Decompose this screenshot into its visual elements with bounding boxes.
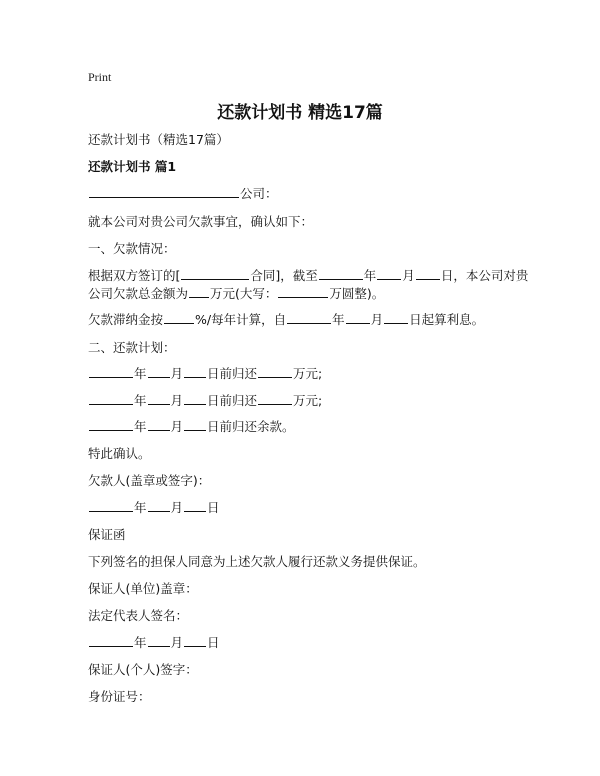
debtor-sign-label: 欠款人(盖章或签字)： bbox=[88, 473, 211, 488]
contract-line bbox=[88, 267, 528, 285]
amount-text-3: 万圆整)。 bbox=[329, 286, 385, 301]
day-blank bbox=[184, 418, 206, 431]
year-label: 年 bbox=[363, 268, 377, 283]
month-label: 月 bbox=[370, 312, 384, 327]
company-suffix: 公司： bbox=[240, 186, 278, 201]
year-label: 年 bbox=[134, 366, 147, 381]
print-label: Print bbox=[88, 70, 112, 84]
plan-text: 日前归还余款。 bbox=[207, 419, 295, 434]
year-label: 年 bbox=[134, 419, 147, 434]
amount-text-1: 公司欠款总金额为 bbox=[88, 286, 189, 301]
guarantor-date-row bbox=[88, 634, 528, 652]
intro-text: 就本公司对贵公司欠款事宜，确认如下： bbox=[88, 214, 314, 229]
year-blank bbox=[319, 267, 363, 280]
rate-blank bbox=[164, 311, 194, 324]
day-label: 日 bbox=[207, 635, 220, 650]
section-title: 还款计划书 篇1 bbox=[88, 159, 177, 174]
interest-line bbox=[88, 311, 528, 329]
year-label: 年 bbox=[134, 500, 147, 515]
day-blank bbox=[184, 499, 206, 512]
year-blank bbox=[89, 418, 133, 431]
interest-text-3: 日起算利息。 bbox=[409, 312, 485, 327]
guarantor-person-label: 保证人(个人)签字： bbox=[88, 662, 198, 677]
month-blank bbox=[148, 634, 170, 647]
debt-heading: 一、欠款情况： bbox=[88, 241, 176, 256]
year-blank bbox=[89, 392, 133, 405]
year-label: 年 bbox=[134, 393, 147, 408]
guarantee-title: 保证函 bbox=[88, 527, 126, 542]
amount-blank bbox=[258, 365, 292, 378]
plan-text: 日前归还 bbox=[207, 393, 258, 408]
plan-row bbox=[88, 365, 528, 383]
day-blank bbox=[184, 392, 206, 405]
month-label: 月 bbox=[170, 419, 184, 434]
year-blank bbox=[89, 499, 133, 512]
year-label: 年 bbox=[134, 635, 147, 650]
day-blank bbox=[384, 311, 408, 324]
interest-text-2: %/每年计算，自 bbox=[195, 312, 287, 327]
id-number-label: 身份证号： bbox=[88, 689, 151, 704]
legal-rep-label: 法定代表人签名： bbox=[88, 608, 189, 623]
guarantor-unit-label: 保证人(单位)盖章： bbox=[88, 581, 198, 596]
plan-unit: 万元; bbox=[293, 366, 323, 381]
company-line bbox=[88, 185, 528, 203]
amount-capital-blank bbox=[278, 285, 328, 298]
day-blank bbox=[184, 365, 206, 378]
month-blank bbox=[148, 418, 170, 431]
document-title: 还款计划书 精选17篇 bbox=[217, 103, 383, 123]
amount-blank bbox=[189, 285, 209, 298]
interest-text-1: 欠款滞纳金按 bbox=[88, 312, 164, 327]
year-blank bbox=[89, 634, 133, 647]
month-label: 月 bbox=[170, 500, 184, 515]
contract-text-2: 合同]，截至 bbox=[250, 268, 318, 283]
debtor-date-row bbox=[88, 499, 528, 517]
year-blank bbox=[89, 365, 133, 378]
month-label: 月 bbox=[402, 268, 415, 283]
plan-row bbox=[88, 418, 528, 436]
day-blank bbox=[416, 267, 440, 280]
plan-heading: 二、还款计划： bbox=[88, 340, 176, 355]
amount-blank bbox=[258, 392, 292, 405]
month-label: 月 bbox=[170, 393, 184, 408]
guarantee-text: 下列签名的担保人同意为上述欠款人履行还款义务提供保证。 bbox=[88, 554, 426, 569]
plan-row bbox=[88, 392, 528, 410]
amount-text-2: 万元(大写： bbox=[210, 286, 278, 301]
month-label: 月 bbox=[170, 635, 184, 650]
year-label: 年 bbox=[332, 312, 345, 327]
company-name-blank bbox=[89, 185, 239, 198]
contract-text-1: 根据双方签订的[ bbox=[88, 268, 181, 283]
document-subtitle: 还款计划书（精选17篇） bbox=[88, 132, 229, 147]
month-blank bbox=[377, 267, 401, 280]
month-label: 月 bbox=[170, 366, 184, 381]
month-blank bbox=[148, 365, 170, 378]
confirm-text: 特此确认。 bbox=[88, 446, 151, 461]
month-blank bbox=[148, 392, 170, 405]
contract-blank bbox=[181, 267, 249, 280]
amount-line bbox=[88, 285, 528, 303]
plan-text: 日前归还 bbox=[207, 366, 258, 381]
plan-unit: 万元; bbox=[293, 393, 323, 408]
contract-text-3: 日，本公司对贵 bbox=[440, 268, 529, 283]
month-blank bbox=[148, 499, 170, 512]
year-blank bbox=[287, 311, 331, 324]
day-label: 日 bbox=[207, 500, 220, 515]
day-blank bbox=[184, 634, 206, 647]
month-blank bbox=[346, 311, 370, 324]
